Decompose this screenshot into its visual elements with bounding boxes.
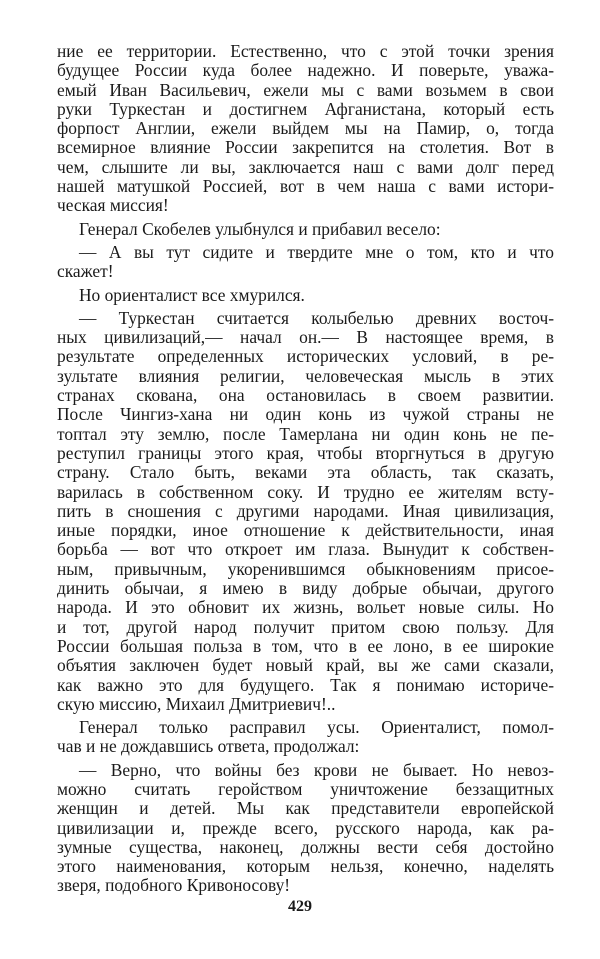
text-line: народа. И это обновит их жизнь, вольет новые силы. Но <box>57 597 554 618</box>
text-line: странах скована, она остановилась в своем развитии. <box>57 385 554 406</box>
text-line: как важно это для будущего. Так я понимаю историче- <box>57 674 554 695</box>
text-line: можно считать геройством уничтожение беззащитных <box>57 778 554 799</box>
text-line: скую миссию, Михаил Дмитриевич!.. <box>57 693 336 714</box>
text-line: будущее России куда более надежно. И поверьте, уважа- <box>57 60 554 81</box>
text-line: объятия заключен будет новый край, вы же сами сказали, <box>57 655 554 676</box>
text-line: этого наименования, которым нельзя, конечно, наделять <box>57 856 554 877</box>
text-line: ческая миссия! <box>57 195 169 216</box>
text-line: пить в сношения с другими народами. Иная цивилизация, <box>57 500 554 521</box>
text-line: После Чингиз-хана ни один конь из чужой страны не <box>57 404 554 425</box>
text-line: ных цивилизаций,— начал он.— В настоящее время, в <box>57 327 554 348</box>
text-line: руки Туркестан и достигнем Афганистана, который есть <box>57 98 554 119</box>
paragraph <box>57 718 554 757</box>
text-line: реступил границы этого края, чтобы вторгнуться в другую <box>57 442 554 463</box>
paragraph <box>57 220 554 239</box>
text-line: цивилизации и, прежде всего, русского народа, как ра- <box>57 817 554 838</box>
text-line: — А вы тут сидите и твердите мне о том, кто и что <box>79 241 554 262</box>
text-line: всемирное влияние России закрепится на столетия. Вот в <box>57 137 554 158</box>
text-line: зверя, подобного Кривоносову! <box>57 875 291 896</box>
text-line: иные порядки, иное отношение к действительности, иная <box>57 520 554 541</box>
text-line: ние ее территории. Естественно, что с этой точки зрения <box>57 41 554 61</box>
text-line: результате определенных исторических условий, в ре- <box>57 346 554 367</box>
text-line: топтал эту землю, после Тамерлана ни один конь не пе- <box>57 423 554 444</box>
text-line: и тот, другой народ получит притом свою пользу. Для <box>57 616 554 637</box>
text-line: — Туркестан считается колыбелью древних восточ- <box>79 307 554 328</box>
text-line: Генерал только расправил усы. Ориенталист, помол- <box>79 717 554 738</box>
page-body <box>57 42 554 900</box>
text-line: нашей матушкой Россией, вот в чем наша с вами истори- <box>57 176 554 197</box>
paragraph <box>57 286 554 305</box>
text-line: женщин и детей. Мы как представители европейской <box>57 798 554 819</box>
paragraph <box>57 309 554 714</box>
text-line: — Верно, что войны без крови не бывает. Но невоз- <box>79 759 554 780</box>
text-line: борьба — вот что откроет им глаза. Вынудит к собствен- <box>57 539 554 560</box>
text-line: скажет! <box>57 261 114 282</box>
text-line: зумные существа, наконец, должны вести себя достойно <box>57 836 554 857</box>
text-line: чем, слышите ли вы, заключается наш с вами долг перед <box>57 156 554 177</box>
page-number: 429 <box>288 898 312 915</box>
paragraph <box>57 42 554 216</box>
text-line: ным, привычным, укоренившимся обыкновениям присое- <box>57 558 554 579</box>
text-line: варилась в собственном соку. И трудно ее жителям всту- <box>57 481 554 502</box>
text-line: Но ориенталист все хмурился. <box>79 284 305 305</box>
paragraph <box>57 243 554 282</box>
text-line: зультате влияния религии, человеческая мысль в этих <box>57 365 554 386</box>
paragraph <box>57 761 554 896</box>
text-line: динить обычаи, я имею в виду добрые обычаи, другого <box>57 578 554 599</box>
text-line: Генерал Скобелев улыбнулся и прибавил весело: <box>79 218 441 239</box>
text-line: России большая польза в том, что в ее лоно, в ее широкие <box>57 635 554 656</box>
text-line: форпост Англии, ежели выйдем мы на Памир, о, тогда <box>57 118 554 139</box>
text-line: емый Иван Васильевич, ежели мы с вами возьмем в свои <box>57 79 554 100</box>
text-line: чав и не дождавшись ответа, продолжал: <box>57 736 360 757</box>
text-line: страну. Стало быть, веками эта область, так сказать, <box>57 462 554 483</box>
